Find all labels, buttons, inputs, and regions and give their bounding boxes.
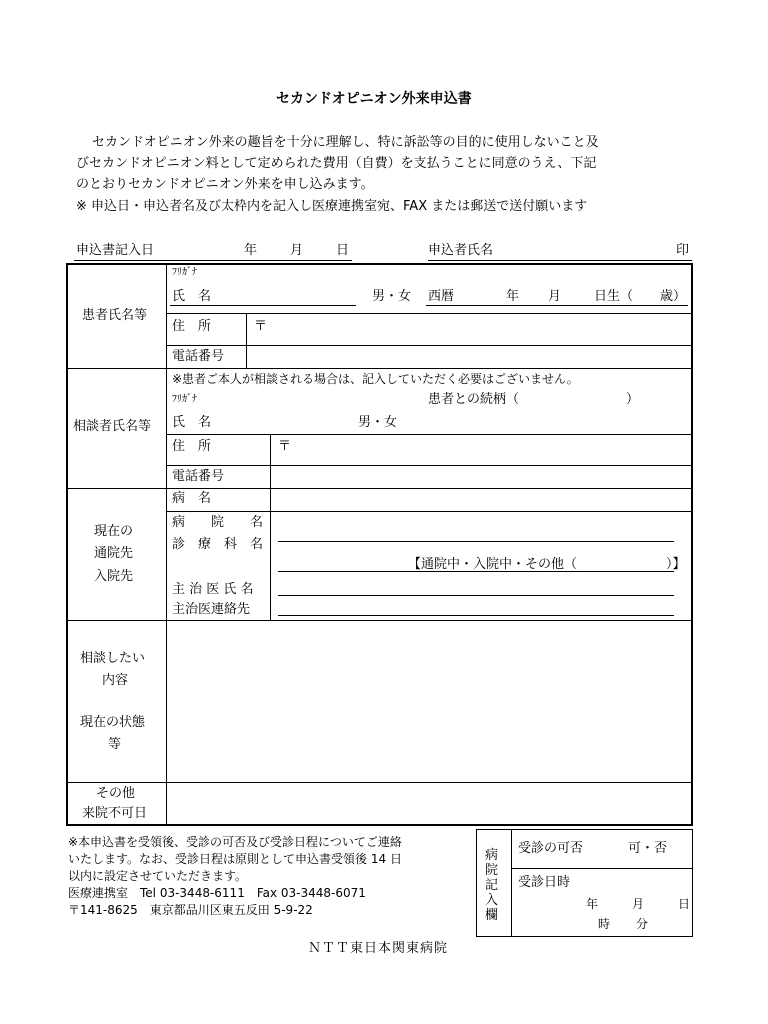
patient-year-label: 年 [506, 289, 520, 304]
footer-note-2: いたします。なお、受診日程は原則として申込書受領後 14 日 [68, 852, 402, 866]
divider-consultant-bottom [66, 488, 693, 489]
hospital-name: ＮＴＴ東日本関東病院 [308, 941, 449, 956]
current-row-divider-1 [166, 511, 693, 512]
acceptance-label: 受診の可否 [518, 841, 584, 856]
visit-day-label: 日 [678, 897, 691, 911]
intro-line-3: のとおりセカンドオピニオン外来を申し込みます。 [76, 177, 374, 192]
visit-date-label: 受診日時 [518, 875, 571, 890]
consultant-relation-close: ） [626, 392, 640, 407]
current-section-label-1: 現在の [94, 524, 134, 539]
consult-label-2: 内容 [102, 673, 129, 688]
patient-row-divider-2 [166, 345, 693, 346]
doctor-contact-label: 主治医連絡先 [172, 602, 251, 617]
consultant-phone-label: 電話番号 [172, 469, 225, 484]
doctor-contact-field[interactable] [278, 615, 674, 616]
footer-note-3: 以内に設定させていただきます。 [68, 869, 248, 883]
hospital-dept-field[interactable] [278, 541, 674, 542]
divider-patient-bottom [66, 368, 693, 369]
footer-address: 〒141-8625 東京都品川区東五反田 5-9-22 [68, 903, 313, 917]
consult-content-area[interactable] [168, 622, 690, 780]
hospital-use-row-divider [511, 868, 693, 869]
consultant-postal-mark: 〒 [278, 439, 292, 454]
visit-hour-label: 時 [598, 917, 611, 931]
divider-current-bottom [66, 620, 693, 621]
entry-date-label: 申込書記入日 [76, 243, 155, 258]
status-close: ）】 [666, 557, 686, 572]
applicant-name-field[interactable] [428, 260, 692, 261]
status-field[interactable] [278, 571, 674, 572]
visit-year-label: 年 [586, 897, 599, 911]
applicant-name-label: 申込者氏名 [428, 243, 494, 258]
consultant-section-label: 相談者氏名等 [73, 419, 152, 434]
entry-day-label: 日 [336, 243, 350, 258]
consultant-furigana-label: ﾌﾘｶﾞﾅ [172, 394, 197, 405]
status-options[interactable]: 【通院中・入院中・その他（ [408, 557, 578, 572]
department-label: 診 療 科 名 [172, 537, 264, 552]
doctor-name-label: 主 治 医 氏 名 [172, 582, 254, 597]
patient-birthdate-field[interactable] [426, 305, 688, 306]
entry-month-label: 月 [290, 243, 304, 258]
doctor-name-field[interactable] [278, 595, 674, 596]
entry-date-field[interactable] [74, 260, 352, 261]
intro-line-1: セカンドオピニオン外来の趣旨を十分に理解し、特に訴訟等の目的に使用しないこと及 [92, 135, 599, 150]
entry-year-label: 年 [244, 243, 258, 258]
patient-birth-label: 日生（ [594, 289, 634, 304]
left-column-divider [166, 263, 167, 826]
patient-address-divider [246, 313, 247, 368]
patient-postal-mark: 〒 [254, 319, 268, 334]
footer-office: 医療連携室 Tel 03-3448-6111 Fax 03-3448-6071 [68, 886, 366, 900]
footer-note-1: ※本申込書を受領後、受診の可否及び受診日程についてご連絡 [68, 835, 402, 849]
patient-phone-label: 電話番号 [172, 349, 225, 364]
intro-note: ※ 申込日・申込者名及び太枠内を記入し医療連携室宛、FAX または郵送で送付願います [76, 199, 588, 214]
other-label-2: 来院不可日 [82, 806, 148, 821]
hospital-use-label-divider [511, 829, 512, 937]
hospital-use-label: 病院記入欄 [485, 848, 499, 923]
consultant-address-divider [270, 434, 271, 488]
divider-consult-bottom [66, 782, 693, 783]
visit-month-label: 月 [632, 897, 645, 911]
consultant-sex-options[interactable]: 男・女 [358, 415, 398, 430]
consultant-note: ※患者ご本人が相談される場合は、記入していただく必要はございません。 [172, 372, 579, 386]
patient-name-label: 氏 名 [172, 289, 212, 304]
current-section-label-2: 通院先 [94, 546, 134, 561]
acceptance-options[interactable]: 可・否 [628, 841, 668, 856]
disease-label: 病 名 [172, 491, 212, 506]
consult-label-1: 相談したい [80, 651, 146, 666]
consultant-row-divider-1 [166, 434, 693, 435]
patient-month-label: 月 [548, 289, 562, 304]
consult-label-3: 現在の状態 [80, 715, 146, 730]
patient-name-field[interactable] [170, 305, 356, 306]
consultant-name-label: 氏 名 [172, 415, 212, 430]
visit-minute-label: 分 [636, 917, 649, 931]
consultant-row-divider-2 [166, 465, 693, 466]
consultant-address-label: 住 所 [172, 439, 212, 454]
patient-sex-options[interactable]: 男・女 [372, 289, 412, 304]
consultant-relation-label: 患者との続柄（ [428, 392, 520, 407]
intro-line-2: びセカンドオピニオン料として定められた費用（自費）を支払うことに同意のうえ、下記 [76, 156, 597, 171]
seal-mark: 印 [676, 243, 690, 258]
current-section-label-3: 入院先 [94, 569, 134, 584]
patient-section-label: 患者氏名等 [82, 308, 148, 323]
patient-address-label: 住 所 [172, 319, 212, 334]
hospital-name-label: 病 院 名 [172, 515, 264, 530]
patient-age-label: 歳） [660, 289, 687, 304]
other-label-1: その他 [96, 786, 136, 801]
other-content-area[interactable] [168, 784, 690, 824]
consult-label-4: 等 [108, 737, 122, 752]
patient-era-label: 西暦 [428, 289, 455, 304]
patient-furigana-label: ﾌﾘｶﾞﾅ [172, 267, 197, 278]
page-title: セカンドオピニオン外来申込書 [276, 91, 472, 107]
current-label-divider [270, 488, 271, 620]
